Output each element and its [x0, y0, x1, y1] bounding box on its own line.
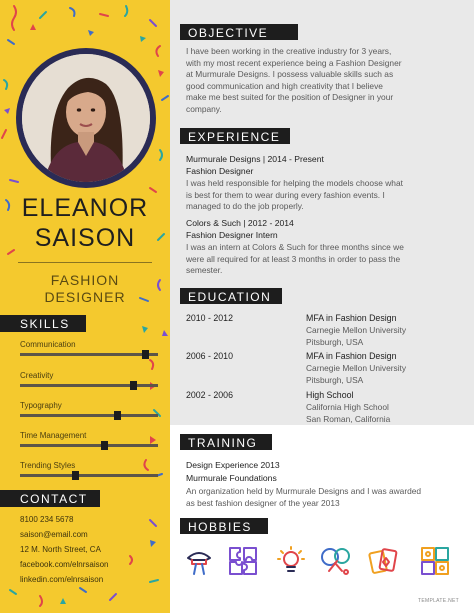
skill-level-marker	[130, 381, 137, 390]
education-heading: EDUCATION	[180, 288, 282, 304]
objective-line: make me best suited for the position of Designer in your	[186, 92, 394, 103]
education-place: Pitsburgh, USA	[306, 337, 364, 347]
job-description-line: managed to do the job properly.	[186, 201, 304, 212]
role-line-1: FASHION	[50, 272, 120, 288]
job-title: Fashion Designer	[186, 166, 254, 176]
skill-trending-styles	[20, 461, 160, 477]
education-degree: High School	[306, 390, 354, 400]
skill-time-management	[20, 431, 160, 447]
contact-linkedin[interactable]: linkedin.com/elnrsaison	[20, 575, 104, 584]
education-dates: 2002 - 2006	[186, 390, 233, 400]
first-name: ELEANOR	[21, 194, 149, 222]
lightbulb-icon	[274, 544, 308, 578]
hat-icon	[182, 544, 216, 578]
objective-text	[186, 46, 468, 116]
skill-label: Creativity	[20, 371, 54, 380]
education-place: San Roman, California	[306, 414, 391, 424]
skill-level-marker	[101, 441, 108, 450]
job-description-line: is best for them to wear during every fashion events. I	[186, 189, 385, 200]
objective-line: with my most recent experience being a Fashion Designer	[186, 57, 402, 68]
job-description	[186, 242, 468, 277]
contact-heading: CONTACT	[0, 490, 100, 507]
education-school: Carnegie Mellon University	[306, 363, 407, 373]
name-divider	[18, 262, 152, 263]
education-school: California High School	[306, 402, 389, 412]
job-company: Murmurale Designs | 2014 - Present	[186, 154, 324, 164]
education-degree: MFA in Fashion Design	[306, 351, 397, 361]
skill-bar	[20, 414, 158, 417]
job-description-line: I was held responsible for helping the models choose what	[186, 178, 403, 188]
training-description-line: An organization held by Murmurale Designs and I was awarded	[186, 486, 422, 496]
skill-label: Trending Styles	[20, 461, 76, 470]
board-game-icon	[418, 544, 452, 578]
skill-bar	[20, 474, 158, 477]
skill-label: Communication	[20, 340, 76, 349]
objective-heading: OBJECTIVE	[180, 24, 298, 40]
job-company: Colors & Such | 2012 - 2014	[186, 218, 294, 228]
skill-creativity	[20, 371, 160, 387]
ping-pong-icon	[318, 544, 352, 578]
education-degree: MFA in Fashion Design	[306, 313, 397, 323]
skill-level-marker	[72, 471, 79, 480]
training-description-line: as best fashion designer of the year 2013	[186, 497, 340, 508]
contact-email[interactable]: saison@email.com	[20, 530, 88, 539]
contact-address: 12 M. North Street, CA	[20, 545, 101, 554]
profile-photo	[22, 54, 150, 182]
skill-bar	[20, 384, 158, 387]
job-description	[186, 178, 468, 213]
skill-level-marker	[142, 350, 149, 359]
skill-bar	[20, 444, 158, 447]
training-title: Design Experience 2013	[186, 460, 280, 470]
puzzle-icon	[226, 544, 260, 578]
skill-level-marker	[114, 411, 121, 420]
left-sidebar	[0, 0, 170, 613]
role-line-2: DESIGNER	[44, 289, 126, 305]
job-description-line: semester.	[186, 265, 223, 276]
education-dates: 2010 - 2012	[186, 313, 233, 323]
objective-line: I have been working in the creative industry for 3 years,	[186, 46, 392, 56]
main-content	[170, 0, 474, 613]
skill-label: Time Management	[20, 431, 87, 440]
skill-typography	[20, 401, 160, 417]
education-dates: 2006 - 2010	[186, 351, 233, 361]
experience-heading: EXPERIENCE	[180, 128, 290, 144]
contact-facebook[interactable]: facebook.com/elnrsaison	[20, 560, 109, 569]
hobbies-heading: HOBBIES	[180, 518, 268, 534]
skill-bar	[20, 353, 158, 356]
objective-line: company.	[186, 103, 222, 114]
training-organization: Murmurale Foundations	[186, 473, 277, 483]
objective-line: good communication and high creativity that I believe	[186, 80, 383, 91]
training-description	[186, 486, 468, 509]
job-description-line: were all required for at least 3 months in order to pass the	[186, 253, 401, 264]
training-heading: TRAINING	[180, 434, 272, 450]
template-watermark: TEMPLATE.NET	[418, 598, 460, 604]
contact-phone: 8100 234 5678	[20, 515, 74, 524]
education-place: Pitsburgh, USA	[306, 375, 364, 385]
cards-icon	[366, 544, 400, 578]
education-school: Carnegie Mellon University	[306, 325, 407, 335]
last-name: SAISON	[34, 224, 136, 252]
objective-line: at Murmurale Designs. I possess valuable skills such as	[186, 69, 394, 80]
skill-label: Typography	[20, 401, 62, 410]
skill-communication	[20, 340, 160, 356]
skills-heading: SKILLS	[0, 315, 86, 332]
job-description-line: I was an intern at Colors & Such for three months since we	[186, 242, 404, 252]
job-title: Fashion Designer Intern	[186, 230, 278, 240]
